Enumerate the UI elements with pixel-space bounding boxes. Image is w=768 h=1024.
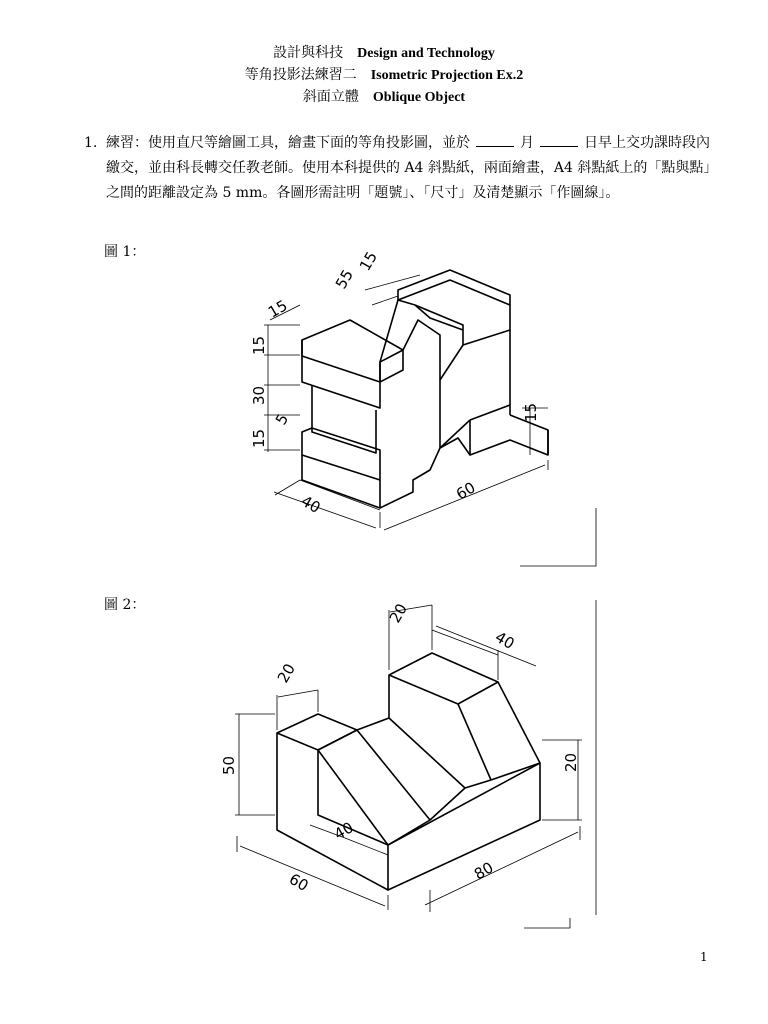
subject-title-zh: 設計與科技 (273, 45, 344, 61)
fig1-dim-60: 60 (453, 478, 479, 504)
question-text-part1: 練習：使用直尺等繪圖工具，繪畫下面的等角投影圖，並於 (106, 135, 470, 151)
fig2-dim-20-left: 20 (273, 660, 300, 686)
fig1-dim-30: 30 (250, 385, 268, 405)
fig1-dim-15-left-top: 15 (265, 296, 291, 322)
subject-title-en: Design and Technology (357, 46, 495, 61)
fig2-dim-80: 80 (471, 858, 497, 884)
fig1-upper-block (302, 320, 403, 382)
fig2-left-block (277, 714, 357, 750)
figure-2-dimensions (220, 600, 580, 895)
fig1-dim-5: 5 (271, 410, 293, 428)
question-number: 1. (84, 135, 98, 151)
topic-title-zh: 斜面立體 (302, 89, 359, 105)
fig1-dim-40: 40 (298, 491, 324, 518)
page-number: 1 (700, 950, 708, 964)
fig1-dim-15-bottom: 15 (250, 428, 268, 448)
fig1-dim-15-right: 15 (522, 402, 540, 422)
exercise-title-zh: 等角投影法練習二 (244, 67, 357, 83)
fig1-dim-55: 55 (331, 266, 358, 292)
fig2-dim-60: 60 (286, 869, 312, 896)
figure-1-drawing (264, 270, 596, 566)
fig1-lower-block (302, 428, 380, 480)
topic-title-en: Oblique Object (372, 90, 466, 105)
fig2-dim-20-top: 20 (385, 600, 412, 626)
fig2-dim-20-right: 20 (562, 752, 580, 772)
fig1-dim-15-top: 15 (355, 248, 382, 274)
fig2-dim-50: 50 (220, 755, 238, 775)
figure-2-label: 圖 2： (104, 597, 146, 613)
question-text-part2: 日早上交功課時段內繳交，並由科長轉交任教老師。使用本科提供的 A4 斜點紙，兩面繪畫，A4 斜點紙上的「點與點」之間的距離設定為 5 mm。各圖形需註明「題號」、「尺寸」及清楚顯示「作圖線」。 (106, 135, 711, 201)
fig2-dim-40-slope: 40 (331, 818, 357, 844)
fig2-dim-40-top: 40 (492, 627, 518, 654)
fig2-right-block (389, 653, 498, 704)
fig1-dim-15-side: 15 (250, 335, 268, 355)
month-label: 月 (520, 135, 534, 151)
figure-1-label: 圖 1： (104, 244, 146, 260)
exercise-title-en: Isometric Projection Ex.2 (370, 68, 524, 83)
